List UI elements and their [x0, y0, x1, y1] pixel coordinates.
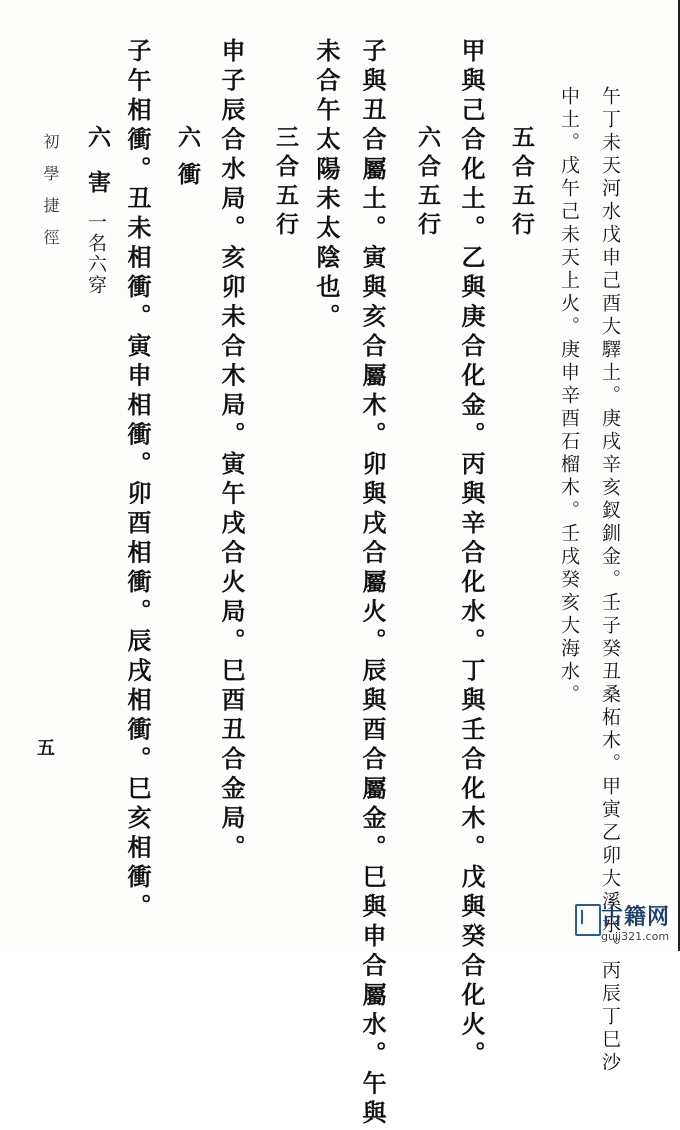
heading-sanhe-wuxing: 三合五行	[272, 125, 299, 241]
page-number: 五	[37, 738, 55, 759]
heading-wuhe-wuxing: 五合五行	[508, 125, 535, 241]
heading-liuhai: 六害	[84, 125, 111, 215]
text-column-6: 申子辰合水局。亥卯未合木局。寅午戌合火局。巳酉丑合金局。	[217, 38, 246, 864]
text-column-1: 午丁未天河水戊申己酉大驛土。庚戌辛亥釵釧金。壬子癸丑桑柘木。甲寅乙卯大溪水。丙辰丁巳沙	[599, 86, 621, 1075]
heading-liuchong: 六衝	[174, 125, 201, 199]
text-column-4: 子與丑合屬土。寅與亥合屬木。卯與戌合屬火。辰與酉合屬金。巳與申合屬水。午與	[358, 38, 387, 1130]
text-column-7: 子午相衝。丑未相衝。寅申相衝。卯酉相衝。辰戌相衝。巳亥相衝。	[123, 38, 152, 923]
watermark-url: guji321.com	[601, 930, 670, 943]
note-yiming-liuchuan: 一名六穿	[85, 212, 107, 296]
text-column-5: 未合午太陽未太陰也。	[312, 38, 341, 333]
book-logo-icon	[575, 904, 601, 936]
watermark-name: 古籍网	[601, 905, 671, 930]
text-column-2: 中土。戊午己未天上火。庚申辛酉石榴木。壬戌癸亥大海水。	[558, 86, 580, 707]
margin-book-title: 初學捷徑	[41, 133, 60, 261]
watermark	[575, 900, 673, 948]
text-column-3: 甲與己合化土。乙與庚合化金。丙與辛合化水。丁與壬合化木。戊與癸合化火。	[457, 38, 486, 1071]
heading-liuhe-wuxing: 六合五行	[414, 125, 441, 241]
